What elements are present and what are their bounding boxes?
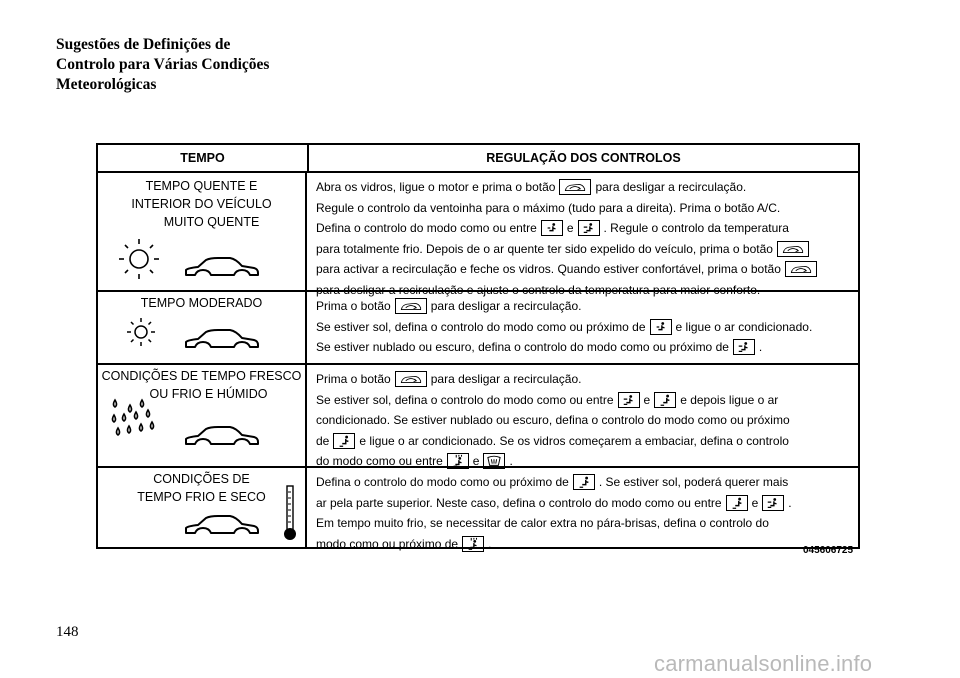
instruction-text: Regule o controlo da ventoinha para o máximo (tudo para a direita). Prima o botão A/C.	[316, 200, 781, 215]
instruction-text: para desligar a recirculação e ajuste o controlo da temperatura para maior conforto.	[316, 282, 761, 297]
table-header	[98, 145, 858, 173]
instruction-text: . Se estiver sol, poderá querer mais	[598, 475, 789, 489]
condition-text: TEMPO FRIO E SECO	[137, 490, 266, 504]
recirculation-button-icon	[777, 241, 809, 257]
floor-mode-icon	[726, 495, 748, 511]
mix-mode-icon	[462, 536, 484, 552]
bilevel-mode-icon	[762, 495, 784, 511]
instruction-text: Se estiver sol, defina o controlo do modo como ou entre	[316, 392, 614, 407]
instruction-text: e ligue o ar condicionado. Se os vidros começarem a embaciar, defina o controlo	[359, 433, 789, 448]
panel-mode-icon	[541, 220, 563, 236]
recirculation-button-icon	[395, 298, 427, 314]
instruction-text: Se estiver sol, defina o controlo do modo como ou próximo de	[316, 319, 646, 334]
car-icon	[184, 425, 260, 449]
instruction-text: para activar a recirculação e feche os vidros. Quando estiver confortável, prima o botão	[316, 262, 781, 276]
figure-code: 045606725	[803, 545, 854, 556]
sun-icon	[116, 236, 162, 282]
recirculation-button-icon	[395, 371, 427, 387]
condition-text: CONDIÇÕES DE TEMPO FRESCO	[101, 369, 302, 383]
instruction-text: para desligar a recirculação.	[595, 180, 747, 194]
controls-cell	[307, 292, 858, 363]
floor-mode-icon	[573, 474, 595, 490]
instruction-text: .	[488, 536, 492, 551]
table-row	[98, 365, 858, 468]
instruction-text: Defina o controlo do modo como ou próximo de	[316, 475, 569, 489]
instruction-text: .	[758, 340, 763, 354]
instruction-text: .	[788, 495, 792, 510]
instruction-text: ar pela parte superior. Neste caso, defina o controlo do modo como ou entre	[316, 495, 722, 510]
instruction-text: do modo como ou entre	[316, 454, 443, 468]
weather-settings-table	[96, 143, 860, 549]
instruction-text: para desligar a recirculação.	[430, 299, 582, 313]
header-weather: TEMPO	[98, 145, 309, 171]
instruction-text: Prima o botão	[316, 372, 391, 386]
condition-text: TEMPO QUENTE E	[145, 179, 258, 193]
controls-cell	[307, 365, 858, 466]
condition-cell	[98, 173, 307, 290]
raindrops-icon	[110, 397, 158, 445]
instruction-text: para totalmente frio. Depois de o ar quente ter sido expelido do veículo, prima o botão	[316, 241, 773, 256]
table-row	[98, 173, 858, 297]
bilevel-mode-icon	[578, 220, 600, 236]
watermark: carmanualsonline.info	[654, 651, 873, 676]
recirculation-button-icon	[785, 261, 817, 277]
condition-text: INTERIOR DO VEÍCULO	[131, 197, 272, 211]
condition-cell	[98, 292, 307, 363]
controls-cell	[307, 173, 858, 297]
heading-line: Meteorológicas	[56, 76, 157, 93]
instruction-text: de	[316, 433, 330, 448]
condition-cell	[98, 365, 307, 466]
instruction-text: Prima o botão	[316, 299, 391, 313]
bilevel-mode-icon	[618, 392, 640, 408]
mix-mode-icon	[447, 453, 469, 469]
instruction-text: Se estiver nublado ou escuro, defina o controlo do modo como ou próximo de	[316, 340, 729, 354]
instruction-text: Em tempo muito frio, se necessitar de calor extra no pára-brisas, defina o controlo do	[316, 516, 769, 530]
instruction-text: e	[566, 221, 574, 235]
instruction-text: e	[643, 392, 651, 407]
instruction-text: . Regule o controlo da temperatura	[603, 221, 789, 235]
header-controls: REGULAÇÃO DOS CONTROLOS	[486, 151, 681, 165]
page-heading	[56, 35, 269, 95]
condition-text: CONDIÇÕES DE	[153, 472, 250, 486]
defrost-mode-icon	[483, 453, 505, 469]
car-icon	[184, 328, 260, 352]
instruction-text: para desligar a recirculação.	[430, 372, 582, 386]
floor-mode-icon	[333, 433, 355, 449]
instruction-text: .	[509, 454, 513, 468]
floor-mode-icon	[654, 392, 676, 408]
heading-line: Controlo para Várias Condições	[56, 56, 270, 73]
car-icon	[184, 514, 260, 538]
instruction-text: e depois ligue o ar	[680, 392, 779, 407]
sun-small-icon	[125, 316, 157, 348]
panel-mode-icon	[650, 319, 672, 335]
car-icon	[184, 256, 260, 280]
instruction-text: e	[472, 454, 480, 468]
condition-text: TEMPO MODERADO	[140, 296, 263, 310]
condition-text: MUITO QUENTE	[163, 215, 260, 229]
page-number: 148	[56, 624, 79, 640]
thermometer-icon	[283, 484, 297, 542]
instruction-text: modo como ou próximo de	[316, 536, 459, 551]
condition-text: OU FRIO E HÚMIDO	[149, 387, 268, 401]
recirculation-button-icon	[559, 179, 591, 195]
instruction-text: Abra os vidros, ligue o motor e prima o botão	[316, 180, 556, 194]
heading-line: Sugestões de Definições de	[56, 36, 231, 53]
instruction-text: condicionado. Se estiver nublado ou escuro, defina o controlo do modo como ou próximo	[316, 413, 790, 427]
bilevel-mode-icon	[733, 339, 755, 355]
instruction-text: Defina o controlo do modo como ou entre	[316, 221, 537, 235]
table-row	[98, 292, 858, 365]
condition-cell	[98, 468, 307, 547]
instruction-text: e	[751, 495, 759, 510]
instruction-text: e ligue o ar condicionado.	[675, 319, 813, 334]
